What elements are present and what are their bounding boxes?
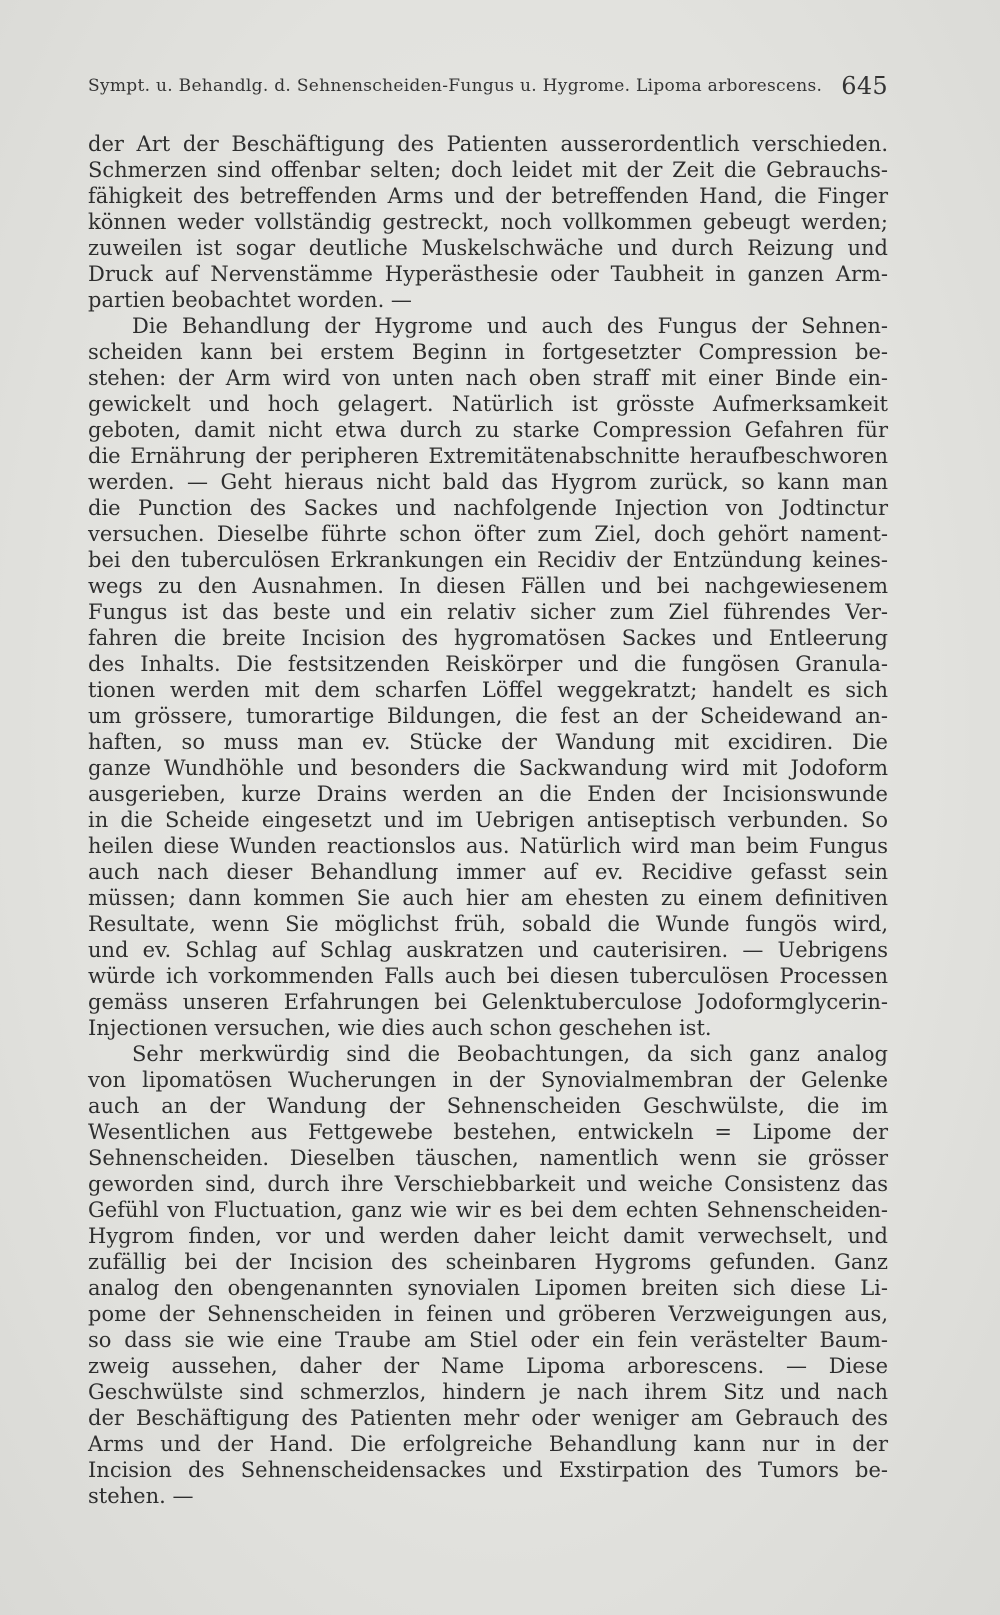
- text-line: Wesentlichen aus Fettgewebe bestehen, entwickeln = Lipome der: [88, 1120, 888, 1144]
- text-line: scheiden kann bei erstem Beginn in fortgesetzter Compression be-: [88, 340, 888, 364]
- text-line: würde ich vorkommenden Falls auch bei diesen tuberculösen Processen: [88, 964, 888, 988]
- text-line: tionen werden mit dem scharfen Löffel weggekratzt; handelt es sich: [88, 678, 888, 702]
- text-line: zufällig bei der Incision des scheinbaren Hygroms gefunden. Ganz: [88, 1250, 888, 1274]
- text-line: Sehnenscheiden. Dieselben täuschen, namentlich wenn sie grösser: [88, 1146, 888, 1170]
- text-line: fahren die breite Incision des hygromatösen Sackes und Entleerung: [88, 626, 888, 650]
- text-line: partien beobachtet worden. —: [88, 288, 412, 312]
- text-line: Geschwülste sind schmerzlos, hindern je nach ihrem Sitz und nach: [88, 1380, 888, 1404]
- text-line: bei den tuberculösen Erkrankungen ein Recidiv der Entzündung keines-: [88, 548, 888, 572]
- text-line: stehen: der Arm wird von unten nach oben straff mit einer Binde ein-: [88, 366, 888, 390]
- text-line: der Beschäftigung des Patienten mehr oder weniger am Gebrauch des: [88, 1406, 888, 1430]
- text-line: können weder vollständig gestreckt, noch vollkommen gebeugt werden;: [88, 210, 888, 234]
- page-number: 645: [841, 72, 888, 100]
- running-title: Sympt. u. Behandlg. d. Sehnenscheiden-Fungus u. Hygrome. Lipoma arborescens.: [88, 76, 823, 96]
- text-line: zweig aussehen, daher der Name Lipoma arborescens. — Diese: [88, 1354, 888, 1378]
- text-line: ausgerieben, kurze Drains werden an die Enden der Incisionswunde: [88, 782, 888, 806]
- text-line: müssen; dann kommen Sie auch hier am ehesten zu einem definitiven: [88, 886, 888, 910]
- text-line: in die Scheide eingesetzt und im Uebrigen antiseptisch verbunden. So: [88, 808, 888, 832]
- text-line: analog den obengenannten synovialen Lipomen breiten sich diese Li-: [88, 1276, 888, 1300]
- text-line: auch an der Wandung der Sehnenscheiden Geschwülste, die im: [88, 1094, 888, 1118]
- text-line: pome der Sehnenscheiden in feinen und gröberen Verzweigungen aus,: [88, 1302, 888, 1326]
- text-line: heilen diese Wunden reactionslos aus. Natürlich wird man beim Fungus: [88, 834, 888, 858]
- text-line: Die Behandlung der Hygrome und auch des Fungus der Sehnen-: [132, 314, 888, 338]
- text-line: werden. — Geht hieraus nicht bald das Hygrom zurück, so kann man: [88, 470, 888, 494]
- text-line: der Art der Beschäftigung des Patienten ausserordentlich verschieden.: [88, 132, 888, 156]
- text-line: gewickelt und hoch gelagert. Natürlich ist grösste Aufmerksamkeit: [88, 392, 888, 416]
- text-line: geboten, damit nicht etwa durch zu starke Compression Gefahren für: [88, 418, 888, 442]
- text-line: Druck auf Nervenstämme Hyperästhesie oder Taubheit in ganzen Arm-: [88, 262, 888, 286]
- text-line: Fungus ist das beste und ein relativ sicher zum Ziel führendes Ver-: [88, 600, 888, 624]
- text-line: gemäss unseren Erfahrungen bei Gelenktuberculose Jodoformglycerin-: [88, 990, 888, 1014]
- text-line: Resultate, wenn Sie möglichst früh, sobald die Wunde fungös wird,: [88, 912, 888, 936]
- text-line: Injectionen versuchen, wie dies auch schon geschehen ist.: [88, 1016, 712, 1040]
- page-header: [88, 72, 888, 100]
- text-line: auch nach dieser Behandlung immer auf ev. Recidive gefasst sein: [88, 860, 888, 884]
- text-line: die Punction des Sackes und nachfolgende Injection von Jodtinctur: [88, 496, 888, 520]
- text-line: Arms und der Hand. Die erfolgreiche Behandlung kann nur in der: [88, 1432, 888, 1456]
- text-line: fähigkeit des betreffenden Arms und der betreffenden Hand, die Finger: [88, 184, 888, 208]
- text-line: wegs zu den Ausnahmen. In diesen Fällen und bei nachgewiesenem: [88, 574, 888, 598]
- text-line: die Ernährung der peripheren Extremitätenabschnitte heraufbeschworen: [88, 444, 888, 468]
- text-line: versuchen. Dieselbe führte schon öfter zum Ziel, doch gehört nament-: [88, 522, 888, 546]
- text-line: geworden sind, durch ihre Verschiebbarkeit und weiche Consistenz das: [88, 1172, 888, 1196]
- text-line: Sehr merkwürdig sind die Beobachtungen, da sich ganz analog: [132, 1042, 888, 1066]
- text-line: Incision des Sehnenscheidensackes und Exstirpation des Tumors be-: [88, 1458, 888, 1482]
- text-line: ganze Wundhöhle und besonders die Sackwandung wird mit Jodoform: [88, 756, 888, 780]
- text-line: Gefühl von Fluctuation, ganz wie wir es bei dem echten Sehnenscheiden-: [88, 1198, 888, 1222]
- text-line: des Inhalts. Die festsitzenden Reiskörper und die fungösen Granula-: [88, 652, 888, 676]
- text-line: zuweilen ist sogar deutliche Muskelschwäche und durch Reizung und: [88, 236, 888, 260]
- text-line: haften, so muss man ev. Stücke der Wandung mit excidiren. Die: [88, 730, 888, 754]
- text-line: um grössere, tumorartige Bildungen, die fest an der Scheidewand an-: [88, 704, 888, 728]
- text-line: von lipomatösen Wucherungen in der Synovialmembran der Gelenke: [88, 1068, 888, 1092]
- text-line: stehen. —: [88, 1484, 194, 1508]
- text-line: und ev. Schlag auf Schlag auskratzen und cauterisiren. — Uebrigens: [88, 938, 888, 962]
- body-text: [88, 131, 888, 1509]
- text-line: Schmerzen sind offenbar selten; doch leidet mit der Zeit die Gebrauchs-: [88, 158, 888, 182]
- text-line: Hygrom finden, vor und werden daher leicht damit verwechselt, und: [88, 1224, 888, 1248]
- text-line: so dass sie wie eine Traube am Stiel oder ein fein verästelter Baum-: [88, 1328, 888, 1352]
